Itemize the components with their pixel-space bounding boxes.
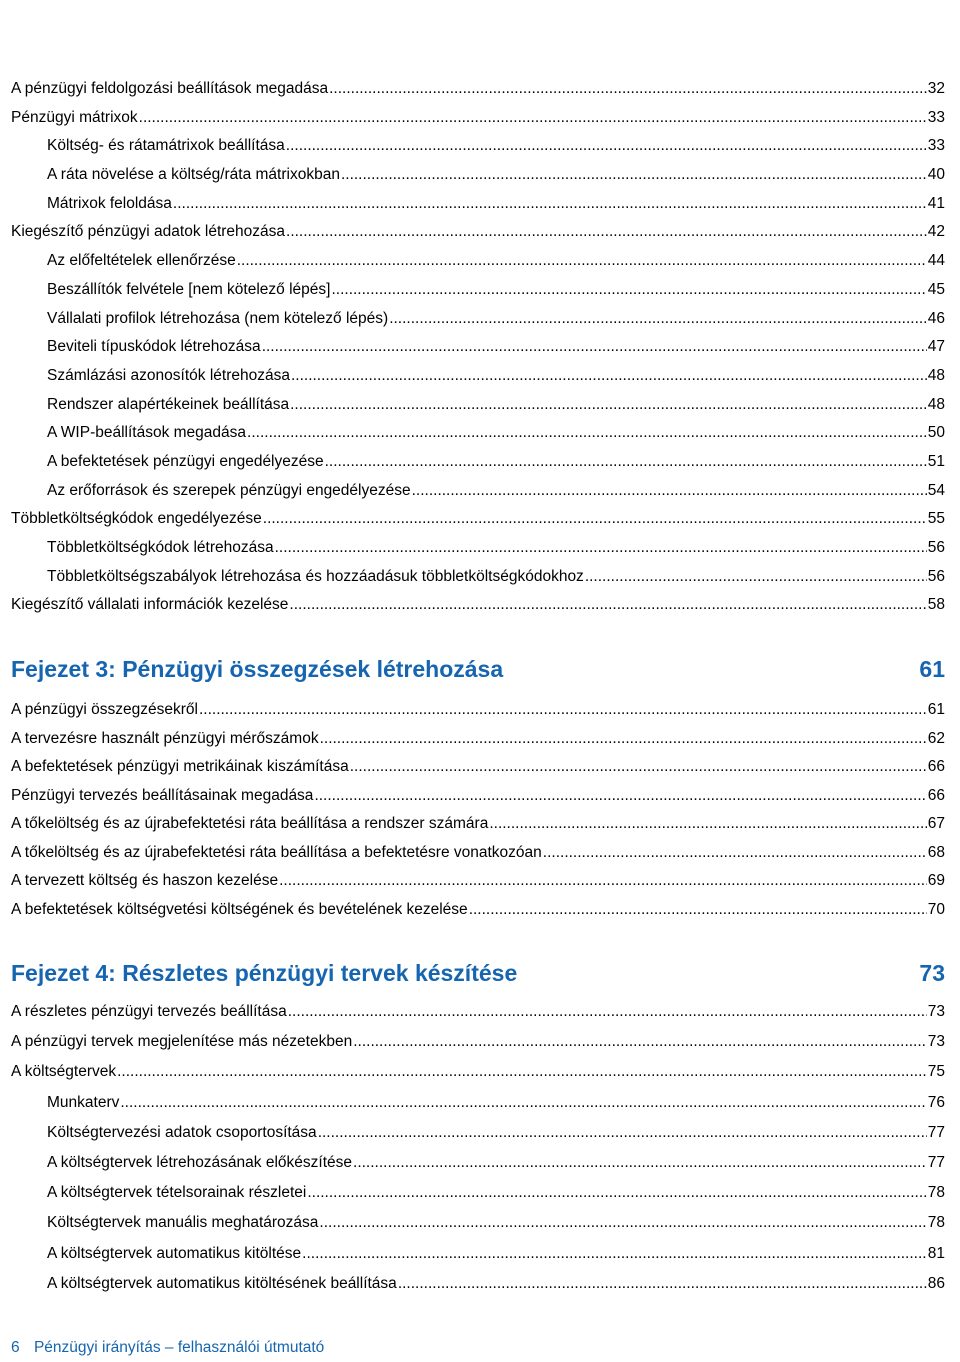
dot-leader bbox=[350, 757, 927, 777]
toc-entry-page: 67 bbox=[927, 815, 945, 832]
toc-entry-page: 81 bbox=[927, 1244, 945, 1262]
dot-leader bbox=[314, 786, 926, 806]
toc-entry-title: A tőkelöltség és az újrabefektetési ráta beállítása a befektetésre vonatkozóan bbox=[11, 843, 542, 861]
toc-entry-title: Költségtervek manuális meghatározása bbox=[47, 1214, 319, 1232]
toc-entry-title: A költségtervek létrehozásának előkészítése bbox=[47, 1153, 353, 1171]
dot-leader bbox=[307, 1183, 926, 1203]
dot-leader bbox=[120, 1093, 926, 1113]
toc-entry[interactable] bbox=[11, 165, 945, 185]
toc-entry-page: 56 bbox=[927, 539, 945, 556]
toc-entry[interactable] bbox=[11, 1183, 945, 1203]
dot-leader bbox=[341, 165, 927, 185]
toc-entry[interactable] bbox=[11, 1274, 945, 1294]
toc-entry-page: 76 bbox=[927, 1093, 945, 1111]
toc-entry[interactable] bbox=[11, 1032, 945, 1052]
toc-entry[interactable] bbox=[11, 452, 945, 472]
dot-leader bbox=[329, 79, 927, 99]
toc-entry-page: 86 bbox=[927, 1274, 945, 1292]
toc-entry-page: 69 bbox=[927, 872, 945, 889]
toc-entry-title: Pénzügyi tervezés beállításainak megadása bbox=[11, 786, 314, 804]
dot-leader bbox=[469, 900, 927, 920]
toc-entry-title: Munkaterv bbox=[47, 1093, 120, 1111]
toc-entry-title: Rendszer alapértékeinek beállítása bbox=[47, 395, 290, 413]
dot-leader bbox=[279, 871, 927, 891]
toc-entry-title: Beviteli típuskódok létrehozása bbox=[47, 338, 261, 356]
dot-leader bbox=[262, 337, 927, 357]
toc-entry-page: 68 bbox=[927, 843, 945, 861]
chapter-4-heading[interactable] bbox=[11, 958, 945, 988]
toc-entry[interactable] bbox=[11, 309, 945, 329]
toc-entry[interactable] bbox=[11, 251, 945, 271]
toc-entry-page: 41 bbox=[927, 194, 945, 212]
dot-leader bbox=[237, 251, 927, 271]
toc-entry-title: A költségtervek automatikus kitöltésének beállítása bbox=[47, 1274, 397, 1292]
dot-leader bbox=[263, 509, 927, 529]
toc-entry-title: Beszállítók felvétele [nem kötelező lépés] bbox=[47, 280, 331, 298]
toc-entry[interactable] bbox=[11, 1213, 945, 1233]
toc-entry[interactable] bbox=[11, 136, 945, 156]
toc-entry-page: 77 bbox=[927, 1153, 945, 1171]
toc-entry-title: Az előfeltételek ellenőrzése bbox=[47, 252, 236, 270]
toc-entry-page: 56 bbox=[927, 567, 945, 585]
toc-entry-title: Többletköltségkódok engedélyezése bbox=[11, 510, 262, 528]
dot-leader bbox=[412, 481, 927, 501]
toc-entry-page: 32 bbox=[927, 80, 945, 97]
toc-entry-page: 77 bbox=[927, 1123, 945, 1141]
toc-entry[interactable] bbox=[11, 337, 945, 357]
dot-leader bbox=[286, 222, 927, 242]
toc-entry-title: A tervezett költség és haszon kezelése bbox=[11, 872, 279, 889]
dot-leader bbox=[585, 567, 927, 587]
toc-entry[interactable] bbox=[11, 595, 945, 615]
toc-entry[interactable] bbox=[11, 567, 945, 587]
toc-entry-title: Többletköltségkódok létrehozása bbox=[47, 539, 274, 556]
toc-entry-title: Többletköltségszabályok létrehozása és hozzáadásuk többletköltségkódokhoz bbox=[47, 567, 584, 585]
toc-entry-page: 73 bbox=[927, 1003, 945, 1020]
toc-entry-page: 51 bbox=[927, 452, 945, 470]
toc-entry-page: 75 bbox=[927, 1063, 945, 1081]
chapter-3-title: Fejezet 3: Pénzügyi összegzések létrehozása bbox=[11, 656, 504, 682]
dot-leader bbox=[290, 395, 927, 415]
toc-entry[interactable] bbox=[11, 1002, 945, 1022]
footer-page-number: 6 bbox=[11, 1339, 20, 1356]
dot-leader bbox=[199, 700, 927, 720]
dot-leader bbox=[288, 1002, 927, 1022]
toc-entry-page: 78 bbox=[927, 1214, 945, 1232]
dot-leader bbox=[291, 366, 927, 386]
footer-title: Pénzügyi irányítás – felhasználói útmutató bbox=[33, 1339, 325, 1356]
toc-entry-title: A pénzügyi feldolgozási beállítások megadása bbox=[11, 80, 329, 97]
toc-entry-page: 48 bbox=[927, 366, 945, 384]
toc-entry-page: 33 bbox=[927, 108, 945, 126]
toc-entry-page: 46 bbox=[927, 309, 945, 327]
dot-leader bbox=[275, 538, 927, 558]
dot-leader bbox=[247, 423, 927, 443]
toc-entry[interactable] bbox=[11, 843, 945, 863]
toc-entry[interactable] bbox=[11, 1244, 945, 1264]
toc-entry-title: Számlázási azonosítók létrehozása bbox=[47, 366, 290, 384]
toc-entry[interactable] bbox=[11, 1153, 945, 1173]
toc-entry-title: A költségtervek bbox=[11, 1063, 117, 1081]
toc-entry-page: 42 bbox=[927, 223, 945, 241]
toc-entry-title: Az erőforrások és szerepek pénzügyi engedélyezése bbox=[47, 481, 411, 499]
dot-leader bbox=[543, 843, 927, 863]
toc-entry-title: Kiegészítő vállalati információk kezelése bbox=[11, 596, 289, 614]
toc-entry-title: A költségtervek tételsorainak részletei bbox=[47, 1184, 307, 1202]
chapter-4-page: 73 bbox=[919, 960, 945, 986]
toc-entry-title: A tőkelöltség és az újrabefektetési ráta beállítása a rendszer számára bbox=[11, 815, 489, 832]
dot-leader bbox=[398, 1274, 927, 1294]
toc-entry[interactable] bbox=[11, 814, 945, 834]
toc-entry[interactable] bbox=[11, 1093, 945, 1113]
toc-entry-page: 55 bbox=[927, 510, 945, 528]
toc-entry[interactable] bbox=[11, 1062, 945, 1082]
toc-entry-title: A befektetések költségvetési költségének és bevételének kezelése bbox=[11, 900, 468, 918]
toc-entry[interactable] bbox=[11, 700, 945, 720]
chapter-4-title: Fejezet 4: Részletes pénzügyi tervek készítése bbox=[11, 960, 518, 986]
dot-leader bbox=[331, 280, 926, 300]
toc-entry-page: 50 bbox=[927, 424, 945, 442]
toc-entry[interactable] bbox=[11, 366, 945, 386]
toc-entry-title: Kiegészítő pénzügyi adatok létrehozása bbox=[11, 223, 286, 241]
toc-entry[interactable] bbox=[11, 729, 945, 749]
toc-entry[interactable] bbox=[11, 194, 945, 214]
dot-leader bbox=[489, 814, 926, 834]
toc-entry-page: 61 bbox=[927, 701, 945, 718]
toc-entry[interactable] bbox=[11, 423, 945, 443]
toc-entry-page: 47 bbox=[927, 338, 945, 356]
toc-entry[interactable] bbox=[11, 509, 945, 529]
toc-entry[interactable] bbox=[11, 79, 945, 99]
toc-entry-title: A pénzügyi tervek megjelenítése más nézetekben bbox=[11, 1033, 353, 1051]
chapter-4-heading-block bbox=[11, 958, 945, 988]
toc-entry-page: 45 bbox=[927, 280, 945, 298]
toc-entry-title: Vállalati profilok létrehozása (nem kötelező lépés) bbox=[47, 309, 389, 327]
dot-leader bbox=[353, 1153, 927, 1173]
toc-entry[interactable] bbox=[11, 222, 945, 242]
toc-entry-title: Költségtervezési adatok csoportosítása bbox=[47, 1123, 317, 1141]
toc-entry-page: 70 bbox=[927, 900, 945, 918]
toc-entry-page: 62 bbox=[927, 729, 945, 747]
dot-leader bbox=[320, 729, 927, 749]
toc-entry[interactable] bbox=[11, 871, 945, 891]
toc-entry-title: Költség- és rátamátrixok beállítása bbox=[47, 137, 285, 155]
toc-entry[interactable] bbox=[11, 395, 945, 415]
toc-entry-title: A WIP-beállítások megadása bbox=[47, 424, 247, 442]
toc-entry-title: A ráta növelése a költség/ráta mátrixokban bbox=[47, 166, 340, 184]
toc-entry[interactable] bbox=[11, 900, 945, 920]
chapter-3-page: 61 bbox=[919, 656, 945, 682]
toc-entry-page: 40 bbox=[927, 166, 945, 184]
dot-leader bbox=[139, 108, 927, 128]
toc-entry-title: A részletes pénzügyi tervezés beállítása bbox=[11, 1003, 287, 1020]
toc-entry-page: 48 bbox=[927, 395, 945, 413]
toc-entry-title: Pénzügyi mátrixok bbox=[11, 108, 138, 126]
toc-entry-page: 44 bbox=[927, 252, 945, 270]
dot-leader bbox=[117, 1062, 927, 1082]
toc-entry-title: A tervezésre használt pénzügyi mérőszámok bbox=[11, 729, 319, 747]
toc-entry-title: A befektetések pénzügyi metrikáinak kiszámítása bbox=[11, 758, 349, 775]
toc-chapter-4 bbox=[11, 1002, 945, 1304]
chapter-3-heading-block bbox=[11, 654, 945, 684]
toc-entry[interactable] bbox=[11, 280, 945, 300]
toc-entry-page: 73 bbox=[927, 1033, 945, 1051]
toc-entry[interactable] bbox=[11, 108, 945, 128]
dot-leader bbox=[289, 595, 926, 615]
chapter-3-heading[interactable] bbox=[11, 654, 945, 684]
toc-entry-page: 33 bbox=[927, 137, 945, 155]
dot-leader bbox=[173, 194, 927, 214]
toc-entry-title: Mátrixok feloldása bbox=[47, 194, 172, 212]
toc-entry-title: A pénzügyi összegzésekről bbox=[11, 701, 198, 718]
toc-entry[interactable] bbox=[11, 757, 945, 777]
dot-leader bbox=[353, 1032, 927, 1052]
toc-entry-page: 58 bbox=[927, 596, 945, 614]
toc-entry-title: A költségtervek automatikus kitöltése bbox=[47, 1244, 302, 1262]
dot-leader bbox=[319, 1213, 926, 1233]
toc-entry[interactable] bbox=[11, 1123, 945, 1143]
toc-entry-page: 66 bbox=[927, 758, 945, 775]
toc-section-1 bbox=[11, 79, 945, 624]
toc-entry[interactable] bbox=[11, 538, 945, 558]
toc-entry-page: 66 bbox=[927, 786, 945, 804]
toc-entry-page: 78 bbox=[927, 1184, 945, 1202]
dot-leader bbox=[318, 1123, 927, 1143]
toc-entry-title: A befektetések pénzügyi engedélyezése bbox=[47, 452, 324, 470]
toc-entry[interactable] bbox=[11, 786, 945, 806]
toc-chapter-3 bbox=[11, 700, 945, 928]
dot-leader bbox=[325, 452, 927, 472]
dot-leader bbox=[286, 136, 927, 156]
toc-entry[interactable] bbox=[11, 481, 945, 501]
page-footer bbox=[11, 1339, 324, 1357]
dot-leader bbox=[302, 1244, 927, 1264]
toc-entry-page: 54 bbox=[927, 481, 945, 499]
dot-leader bbox=[389, 309, 927, 329]
